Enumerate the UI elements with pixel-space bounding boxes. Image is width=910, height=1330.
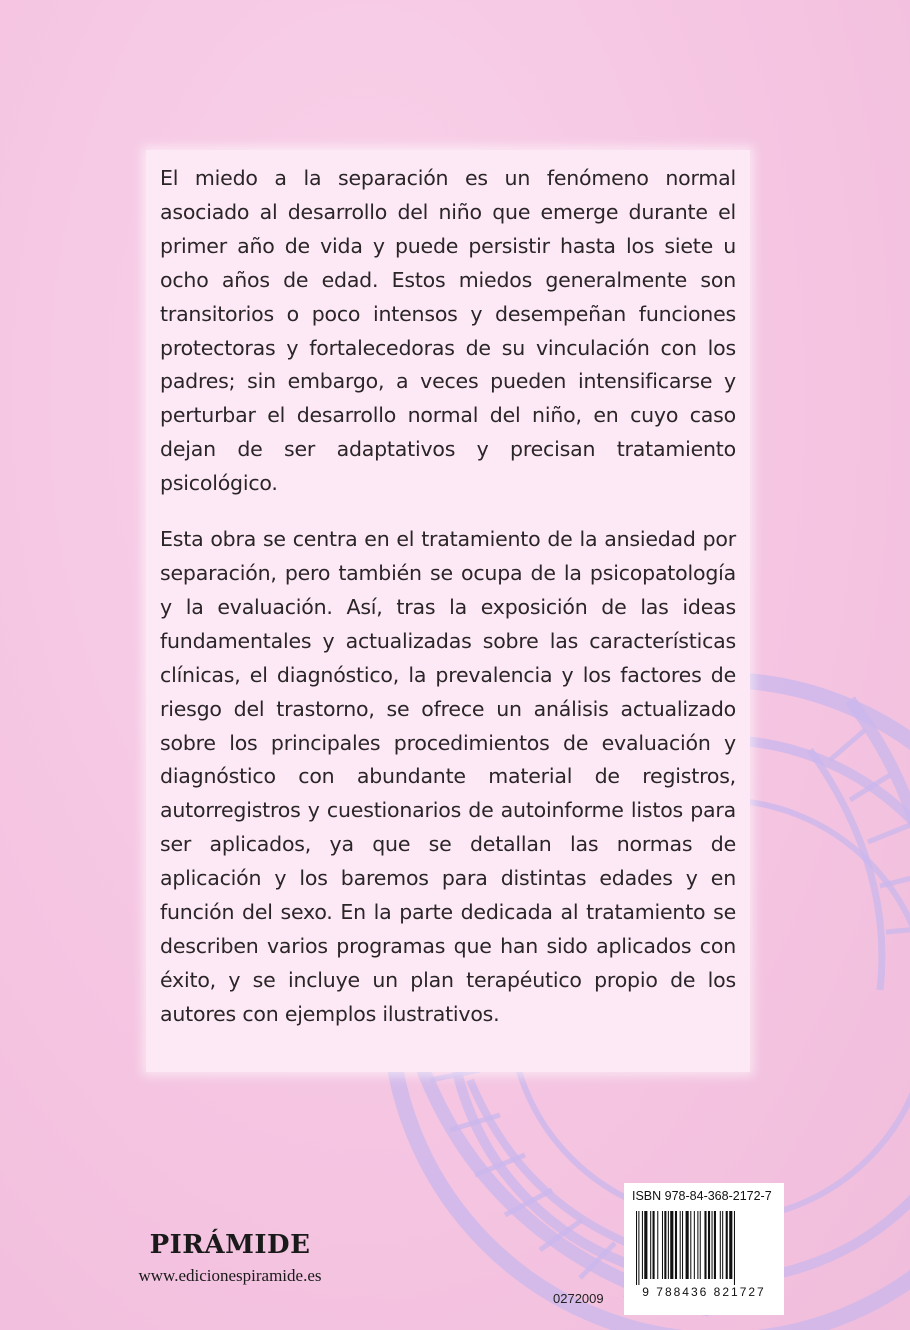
barcode-digits: 9 788436 821727 (642, 1285, 766, 1299)
barcode-bar (697, 1211, 698, 1279)
barcode-bar (680, 1211, 681, 1279)
description-paragraph-2: Esta obra se centra en el tratamiento de la ansiedad por separación, pero también se ocupa de la psicopatología y la evaluación. Así, tras la exposición de las ideas fundamentales y actualizadas sobre las características clínicas, el diagnóstico, la prevalencia y los factores de riesgo del trastorno, se ofrece un análisis actualizado sobre los principales procedimientos de evaluación y diagnóstico con abundante material de registros, autorregistros y cuestionarios de autoinforme listos para ser aplicados, ya que se detallan las normas de aplicación y los baremos para distintas edades y en función del sexo. En la parte dedicada al tratamiento se describen varios programas que han sido aplicados con éxito, y se incluye un plan terapéutico propio de los autores con ejemplos ilustrativos. (160, 527, 736, 1026)
barcode-bar (694, 1211, 695, 1279)
barcode-bar (734, 1211, 735, 1285)
description-panel (146, 150, 750, 1072)
barcode-bar (636, 1211, 637, 1285)
publisher-website: www.edicionespiramide.es (138, 1266, 322, 1285)
barcode-bar (675, 1211, 677, 1279)
barcode-bar (638, 1211, 639, 1285)
barcode-bar (657, 1211, 658, 1279)
barcode-bar (726, 1211, 728, 1279)
barcode-bar (686, 1211, 689, 1279)
barcode-bar (690, 1211, 691, 1279)
barcode-bar (720, 1211, 721, 1279)
barcode-bar (712, 1211, 713, 1279)
barcode-bar (664, 1211, 666, 1279)
isbn-label: ISBN 978-84-368-2172-7 (632, 1189, 772, 1203)
barcode-bar (700, 1211, 701, 1279)
publisher-block (110, 1228, 350, 1288)
barcode-bar (670, 1211, 673, 1279)
description-paragraph-1: El miedo a la separación es un fenómeno normal asociado al desarrollo del niño que emerge durante el primer año de vida y puede persistir hasta los siete u ocho años de edad. Estos miedos generalmente son transitorios o poco intensos y desempeñan funciones protectoras y fortalecedoras de su vinculación con los padres; sin embargo, a veces pueden intensificarse y perturbar el desarrollo normal del niño, en cuyo caso dejan de ser adaptativos y precisan tratamiento psicológico. (160, 166, 736, 496)
barcode-bar (642, 1211, 643, 1279)
isbn-barcode-block (624, 1183, 784, 1315)
barcode-bar (662, 1211, 663, 1279)
barcode-bar (668, 1211, 669, 1279)
publisher-logo: PIRÁMIDE (149, 1230, 311, 1260)
barcode-bar (644, 1211, 647, 1279)
product-code: 0272009 (553, 1291, 604, 1306)
barcode-bar (722, 1211, 723, 1279)
barcode-bar (704, 1211, 706, 1279)
barcode-bar (682, 1211, 683, 1279)
barcode-bar (714, 1211, 716, 1279)
barcode-bar (650, 1211, 651, 1279)
barcode-bar (708, 1211, 710, 1279)
barcode-bar (653, 1211, 655, 1279)
barcode-bar (729, 1211, 732, 1279)
